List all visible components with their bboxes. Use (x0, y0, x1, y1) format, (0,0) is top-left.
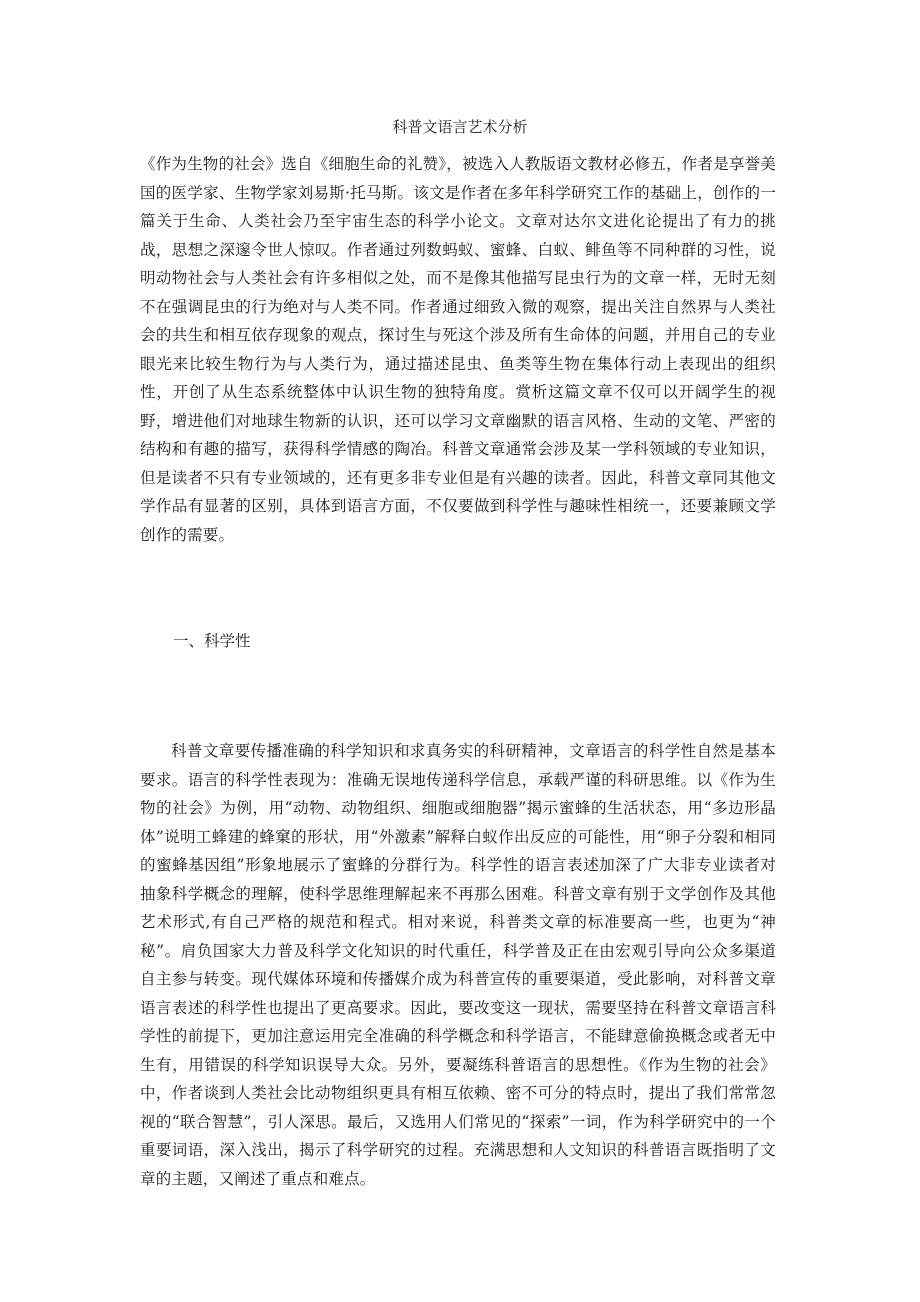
section-heading-science: 一、科学性 (173, 632, 251, 650)
intro-paragraph: 《作为生物的社会》选自《细胞生命的礼赞》，被选入人教版语文教材必修五，作者是享誉美国的医学家、生物学家刘易斯·托马斯。该文是作者在多年科学研究工作的基础上，创作的一篇关于生命、人类社会乃至宇宙生态的科学小论文。文章对达尔文进化论提出了有力的挑战，思想之深邃令世人惊叹。作者通过列数蚂蚁、蜜蜂、白蚁、鲱鱼等不同种群的习性，说明动物社会与人类社会有许多相似之处，而不是像其他描写昆虫行为的文章一样，无时无刻不在强调昆虫的行为绝对与人类不同。作者通过细致入微的观察，提出关注自然界与人类社会的共生和相互依存现象的观点，探讨生与死这个涉及所有生命体的问题，并用自己的专业眼光来比较生物行为与人类行为，通过描述昆虫、鱼类等生物在集体行动上表现出的组织性，开创了从生态系统整体中认识生物的独特角度。赏析这篇文章不仅可以开阔学生的视野，增进他们对地球生物新的认识，还可以学习文章幽默的语言风格、生动的文笔、严密的结构和有趣的描写，获得科学情感的陶冶。科普文章通常会涉及某一学科领域的专业知识，但是读者不只有专业领域的，还有更多非专业但是有兴趣的读者。因此，科普文章同其他文学作品有显著的区别，具体到语言方面，不仅要做到科学性与趣味性相统一，还要兼顾文学创作的需要。 (140, 155, 776, 544)
section-paragraph-science: 科普文章要传播准确的科学知识和求真务实的科研精神，文章语言的科学性自然是基本要求。语言的科学性表现为：准确无误地传递科学信息，承载严谨的科研思维。以《作为生物的社会》为例，用“动物、动物组织、细胞或细胞器”揭示蜜蜂的生活状态，用“多边形晶体”说明工蜂建的蜂窠的形状，用“外激素”解释白蚁作出反应的可能性，用“卵子分裂和相同的蜜蜂基因组”形象地展示了蜜蜂的分群行为。科学性的语言表述加深了广大非专业读者对抽象科学概念的理解，使科学思维理解起来不再那么困难。科普文章有别于文学创作及其他艺术形式,有自己严格的规范和程式。相对来说，科普类文章的标准要高一些，也更为“神秘”。肩负国家大力普及科学文化知识的时代重任，科学普及正在由宏观引导向公众多渠道自主参与转变。现代媒体环境和传播媒介成为科普宣传的重要渠道，受此影响，对科普文章语言表述的科学性也提出了更高要求。因此，要改变这一现状，需要坚持在科普文章语言科学性的前提下，更加注意运用完全准确的科学概念和科学语言，不能肆意偷换概念或者无中生有，用错误的科学知识误导大众。另外，要凝练科普语言的思想性。《作为生物的社会》中，作者谈到人类社会比动物组织更具有相互依赖、密不可分的特点时，提出了我们常常忽视的“联合智慧”，引人深思。最后，又选用人们常见的“探索”一词，作为科学研究中的一个重要词语，深入浅出，揭示了科学研究的过程。充满思想和人文知识的科普语言既指明了文章的主题，又阐述了重点和难点。 (140, 742, 776, 1188)
document-title: 科普文语言艺术分析 (392, 118, 528, 136)
